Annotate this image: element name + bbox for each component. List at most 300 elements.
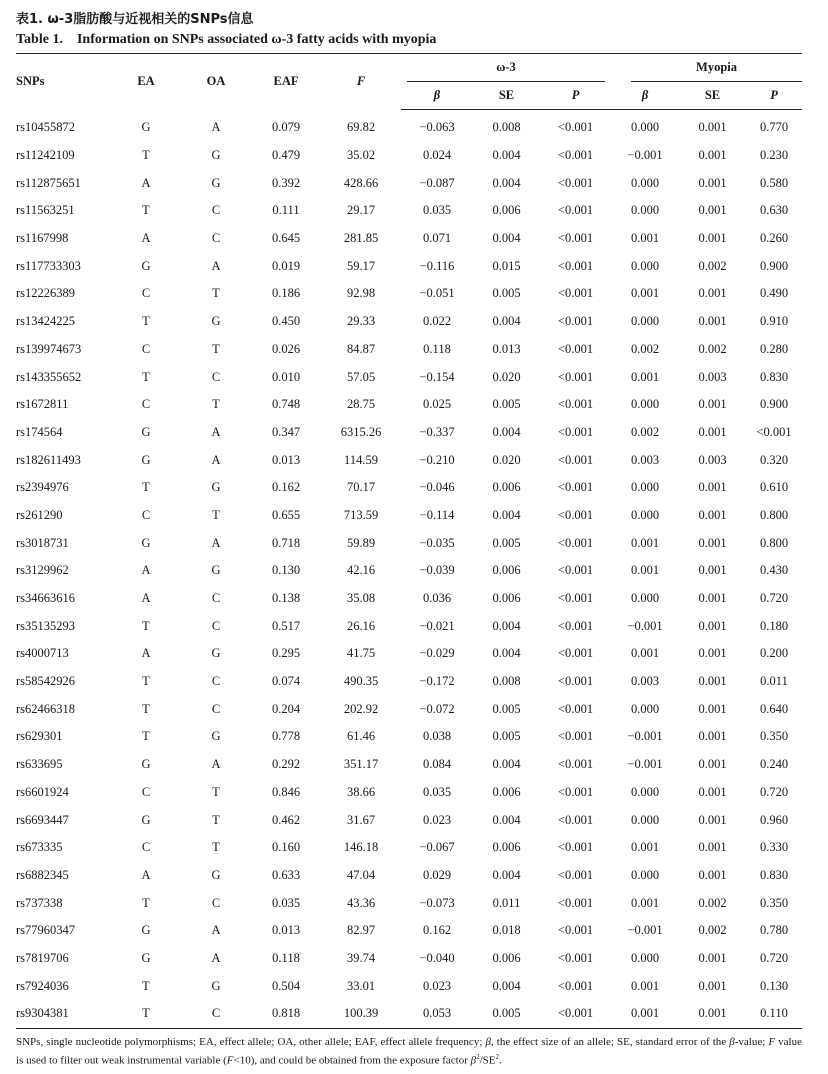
- cell-eaf: 0.645: [271, 231, 301, 246]
- cell-snp-id: rs11563251: [16, 203, 75, 218]
- table-row: [16, 169, 802, 197]
- cell-omega3-se: 0.004: [492, 507, 521, 522]
- header-se-myopia: SE: [679, 82, 746, 110]
- cell-f-value: 146.18: [343, 840, 379, 855]
- cell-omega3-p: <0.001: [557, 369, 594, 384]
- cell-f-value: 713.59: [343, 507, 379, 522]
- cell-omega3-se: 0.005: [492, 1006, 521, 1021]
- cell-myopia-p: 0.280: [759, 341, 789, 356]
- table-footnote: SNPs, single nucleotide polymorphisms; EA, effect allele; OA, other allele; EAF, effect allele frequency; β, the effect size of an allele; SE, standard error of the β-value; F value is used to filter out weak instrumental variable (F<10), and could be obtained from the exposure factor $\beta^2/SE^2$.: [16, 1035, 802, 1067]
- table-row: [16, 862, 802, 890]
- cell-myopia-beta: 0.000: [630, 950, 660, 965]
- cell-myopia-beta: 0.002: [630, 424, 660, 439]
- cell-effect-allele: T: [142, 895, 150, 910]
- cell-f-value: 351.17: [343, 757, 379, 772]
- cell-omega3-beta: 0.035: [422, 784, 452, 799]
- cell-effect-allele: A: [141, 175, 151, 190]
- cell-omega3-p: <0.001: [557, 535, 594, 550]
- cell-eaf: 0.295: [271, 646, 301, 661]
- cell-omega3-beta: −0.063: [419, 120, 455, 135]
- cell-myopia-se: 0.001: [698, 535, 727, 550]
- cell-myopia-se: 0.001: [698, 674, 727, 689]
- cell-snp-id: rs3129962: [16, 563, 69, 578]
- cell-other-allele: C: [211, 369, 221, 384]
- cell-omega3-p: <0.001: [557, 424, 594, 439]
- cell-omega3-p: <0.001: [557, 231, 594, 246]
- cell-myopia-p: 0.630: [759, 203, 789, 218]
- cell-other-allele: C: [211, 895, 221, 910]
- table-caption-english: [16, 30, 802, 50]
- cell-effect-allele: G: [141, 258, 151, 273]
- table-row: [16, 945, 802, 973]
- table-row: [16, 834, 802, 862]
- cell-myopia-se: 0.002: [698, 341, 727, 356]
- cell-effect-allele: A: [141, 646, 151, 661]
- cell-snp-id: rs77960347: [16, 923, 76, 938]
- cell-myopia-p: 0.720: [759, 591, 789, 606]
- cell-myopia-se: 0.001: [698, 812, 727, 827]
- cell-myopia-se: 0.001: [698, 314, 727, 329]
- cell-omega3-se: 0.006: [492, 784, 521, 799]
- cell-f-value: 84.87: [346, 341, 376, 356]
- cell-snp-id: rs35135293: [16, 618, 76, 633]
- cell-effect-allele: C: [141, 286, 151, 301]
- cell-omega3-beta: 0.035: [422, 203, 452, 218]
- cell-omega3-beta: −0.040: [419, 950, 455, 965]
- cell-omega3-p: <0.001: [557, 840, 594, 855]
- cell-eaf: 0.718: [271, 535, 301, 550]
- cell-omega3-beta: 0.071: [422, 231, 452, 246]
- table-row: [16, 446, 802, 474]
- header-ea: EA: [137, 74, 155, 89]
- cell-effect-allele: A: [141, 591, 151, 606]
- cell-effect-allele: T: [142, 480, 150, 495]
- cell-myopia-p: 0.240: [759, 757, 789, 772]
- cell-omega3-se: 0.004: [492, 424, 521, 439]
- cell-eaf: 0.450: [271, 314, 301, 329]
- cell-omega3-beta: 0.029: [422, 867, 452, 882]
- cell-other-allele: T: [212, 812, 220, 827]
- table-row: [16, 391, 802, 419]
- cell-f-value: 61.46: [346, 729, 376, 744]
- table-row: [16, 695, 802, 723]
- header-group-myopia: Myopia: [611, 54, 802, 83]
- cell-omega3-se: 0.011: [492, 895, 521, 910]
- cell-myopia-p: 0.350: [759, 895, 789, 910]
- cell-omega3-p: <0.001: [557, 286, 594, 301]
- table-label: Table 1.: [16, 32, 63, 47]
- cell-f-value: 26.16: [346, 618, 376, 633]
- table-row: [16, 668, 802, 696]
- cell-snp-id: rs2394976: [16, 480, 69, 495]
- cell-snp-id: rs261290: [16, 507, 63, 522]
- cell-omega3-se: 0.006: [492, 950, 521, 965]
- cell-other-allele: A: [211, 120, 221, 135]
- cell-omega3-beta: −0.114: [419, 507, 455, 522]
- cell-omega3-p: <0.001: [557, 757, 594, 772]
- cell-snp-id: rs3018731: [16, 535, 69, 550]
- cell-omega3-beta: 0.023: [422, 812, 452, 827]
- cell-omega3-beta: −0.046: [419, 480, 455, 495]
- cell-omega3-p: <0.001: [557, 895, 594, 910]
- cell-eaf: 0.010: [271, 369, 301, 384]
- table-row: [16, 502, 802, 530]
- cell-eaf: 0.517: [271, 618, 301, 633]
- cell-omega3-se: 0.004: [492, 231, 521, 246]
- cell-myopia-p: 0.580: [759, 175, 789, 190]
- cell-myopia-se: 0.001: [698, 591, 727, 606]
- cell-omega3-p: <0.001: [557, 507, 594, 522]
- cell-myopia-p: 0.320: [759, 452, 789, 467]
- cell-snp-id: rs174564: [16, 424, 63, 439]
- cell-omega3-beta: −0.172: [419, 674, 455, 689]
- cell-f-value: 29.33: [346, 314, 376, 329]
- cell-myopia-se: 0.003: [698, 452, 727, 467]
- cell-myopia-beta: 0.000: [630, 175, 660, 190]
- cell-myopia-se: 0.002: [698, 923, 727, 938]
- table-row: [16, 225, 802, 253]
- cell-omega3-p: <0.001: [557, 148, 594, 163]
- header-snps: SNPs: [16, 74, 45, 89]
- cell-snp-id: rs1672811: [16, 397, 69, 412]
- cell-omega3-p: <0.001: [557, 729, 594, 744]
- table-row: [16, 142, 802, 170]
- cell-omega3-p: <0.001: [557, 701, 594, 716]
- cell-omega3-se: 0.015: [492, 258, 521, 273]
- cell-omega3-p: <0.001: [557, 175, 594, 190]
- cell-myopia-se: 0.001: [698, 424, 727, 439]
- cell-snp-id: rs633695: [16, 757, 63, 772]
- table-row: [16, 640, 802, 668]
- cell-myopia-beta: 0.003: [630, 674, 660, 689]
- cell-eaf: 0.204: [271, 701, 301, 716]
- cell-other-allele: G: [211, 480, 221, 495]
- cell-snp-id: rs13424225: [16, 314, 76, 329]
- cell-myopia-se: 0.001: [698, 175, 727, 190]
- cell-myopia-p: 0.011: [760, 674, 788, 689]
- cell-myopia-p: 0.910: [759, 314, 789, 329]
- cell-snp-id: rs10455872: [16, 120, 76, 135]
- cell-effect-allele: C: [141, 840, 151, 855]
- cell-omega3-se: 0.005: [492, 397, 521, 412]
- cell-myopia-p: 0.610: [759, 480, 789, 495]
- cell-omega3-beta: 0.162: [422, 923, 452, 938]
- table-row: [16, 363, 802, 391]
- cell-myopia-p: 0.110: [760, 1006, 788, 1021]
- cell-myopia-p: 0.830: [759, 867, 789, 882]
- table-caption-chinese: 表1. ω-3脂肪酸与近视相关的SNPs信息: [16, 12, 254, 27]
- cell-myopia-beta: 0.000: [630, 784, 660, 799]
- table-row: [16, 751, 802, 779]
- cell-eaf: 0.019: [271, 258, 301, 273]
- cell-myopia-p: 0.800: [759, 535, 789, 550]
- cell-f-value: 59.17: [346, 258, 376, 273]
- cell-eaf: 0.479: [271, 148, 301, 163]
- table-row: [16, 419, 802, 447]
- cell-omega3-p: <0.001: [557, 452, 594, 467]
- cell-myopia-beta: 0.001: [630, 535, 660, 550]
- cell-omega3-p: <0.001: [557, 812, 594, 827]
- cell-effect-allele: A: [141, 563, 151, 578]
- cell-omega3-beta: 0.025: [422, 397, 452, 412]
- cell-omega3-se: 0.005: [492, 729, 521, 744]
- cell-myopia-beta: 0.001: [630, 1006, 660, 1021]
- cell-omega3-p: <0.001: [557, 258, 594, 273]
- cell-f-value: 82.97: [346, 923, 376, 938]
- cell-f-value: 69.82: [346, 120, 376, 135]
- cell-eaf: 0.818: [271, 1006, 301, 1021]
- cell-myopia-p: 0.800: [759, 507, 789, 522]
- cell-snp-id: rs6693447: [16, 812, 69, 827]
- cell-myopia-beta: 0.000: [630, 867, 660, 882]
- cell-myopia-se: 0.001: [698, 950, 727, 965]
- cell-other-allele: C: [211, 231, 221, 246]
- table-body: [16, 110, 802, 1029]
- table-row: [16, 474, 802, 502]
- cell-myopia-beta: 0.001: [630, 840, 660, 855]
- cell-effect-allele: C: [141, 341, 151, 356]
- cell-omega3-se: 0.004: [492, 978, 521, 993]
- cell-myopia-beta: 0.001: [630, 563, 660, 578]
- cell-myopia-beta: 0.000: [630, 314, 660, 329]
- cell-snp-id: rs9304381: [16, 1006, 69, 1021]
- cell-omega3-p: <0.001: [557, 314, 594, 329]
- cell-myopia-p: 0.330: [759, 840, 789, 855]
- cell-eaf: 0.111: [272, 203, 300, 218]
- cell-omega3-p: <0.001: [557, 203, 594, 218]
- cell-myopia-se: 0.001: [698, 286, 727, 301]
- cell-omega3-se: 0.006: [492, 840, 521, 855]
- cell-myopia-se: 0.001: [698, 840, 727, 855]
- cell-f-value: 41.75: [346, 646, 376, 661]
- cell-omega3-se: 0.004: [492, 757, 521, 772]
- cell-snp-id: rs7819706: [16, 950, 69, 965]
- header-p-omega3: P: [540, 82, 611, 110]
- cell-other-allele: A: [211, 452, 221, 467]
- cell-omega3-beta: 0.084: [422, 757, 452, 772]
- cell-other-allele: T: [212, 840, 220, 855]
- table-row: [16, 252, 802, 280]
- cell-omega3-se: 0.006: [492, 591, 521, 606]
- cell-eaf: 0.013: [271, 923, 301, 938]
- cell-other-allele: G: [211, 646, 221, 661]
- cell-f-value: 281.85: [343, 231, 379, 246]
- header-oa: OA: [206, 74, 226, 89]
- cell-snp-id: rs34663616: [16, 591, 76, 606]
- cell-myopia-beta: 0.000: [630, 120, 660, 135]
- cell-omega3-se: 0.005: [492, 535, 521, 550]
- cell-omega3-se: 0.004: [492, 175, 521, 190]
- cell-eaf: 0.292: [271, 757, 301, 772]
- cell-other-allele: A: [211, 950, 221, 965]
- cell-eaf: 0.013: [271, 452, 301, 467]
- cell-myopia-p: 0.130: [759, 978, 789, 993]
- cell-omega3-beta: 0.036: [422, 591, 452, 606]
- cell-effect-allele: G: [141, 452, 151, 467]
- cell-myopia-se: 0.002: [698, 258, 727, 273]
- cell-other-allele: T: [212, 286, 220, 301]
- cell-myopia-beta: −0.001: [627, 757, 663, 772]
- cell-snp-id: rs112875651: [16, 175, 81, 190]
- cell-myopia-se: 0.001: [698, 231, 727, 246]
- cell-eaf: 0.504: [271, 978, 301, 993]
- cell-myopia-p: 0.900: [759, 258, 789, 273]
- cell-f-value: 428.66: [343, 175, 379, 190]
- cell-eaf: 0.655: [271, 507, 301, 522]
- cell-other-allele: T: [212, 784, 220, 799]
- cell-myopia-p: 0.720: [759, 784, 789, 799]
- cell-myopia-beta: 0.001: [630, 369, 660, 384]
- cell-omega3-p: <0.001: [557, 923, 594, 938]
- table-row: [16, 806, 802, 834]
- cell-omega3-p: <0.001: [557, 646, 594, 661]
- cell-snp-id: rs6601924: [16, 784, 69, 799]
- cell-myopia-se: 0.001: [698, 757, 727, 772]
- cell-myopia-se: 0.002: [698, 895, 727, 910]
- cell-other-allele: G: [211, 314, 221, 329]
- cell-effect-allele: C: [141, 397, 151, 412]
- cell-myopia-beta: 0.002: [630, 341, 660, 356]
- cell-omega3-se: 0.004: [492, 867, 521, 882]
- cell-snp-id: rs62466318: [16, 701, 76, 716]
- cell-effect-allele: T: [142, 314, 150, 329]
- cell-f-value: 100.39: [343, 1006, 379, 1021]
- table-row: [16, 529, 802, 557]
- cell-other-allele: A: [211, 258, 221, 273]
- cell-f-value: 490.35: [343, 674, 379, 689]
- cell-myopia-se: 0.001: [698, 646, 727, 661]
- cell-omega3-beta: 0.038: [422, 729, 452, 744]
- cell-myopia-beta: 0.000: [630, 591, 660, 606]
- cell-f-value: 92.98: [346, 286, 376, 301]
- cell-omega3-se: 0.004: [492, 314, 521, 329]
- cell-myopia-beta: 0.000: [630, 701, 660, 716]
- cell-effect-allele: G: [141, 950, 151, 965]
- cell-other-allele: A: [211, 757, 221, 772]
- cell-myopia-beta: 0.001: [630, 895, 660, 910]
- cell-eaf: 0.347: [271, 424, 301, 439]
- cell-snp-id: rs143355652: [16, 369, 82, 384]
- cell-omega3-beta: 0.024: [422, 148, 452, 163]
- cell-eaf: 0.162: [271, 480, 301, 495]
- cell-myopia-beta: 0.000: [630, 507, 660, 522]
- cell-myopia-beta: 0.001: [630, 646, 660, 661]
- cell-effect-allele: T: [142, 1006, 150, 1021]
- cell-myopia-p: 0.640: [759, 701, 789, 716]
- header-row-1: [16, 54, 802, 83]
- cell-omega3-p: <0.001: [557, 978, 594, 993]
- cell-eaf: 0.462: [271, 812, 301, 827]
- cell-myopia-p: 0.720: [759, 950, 789, 965]
- cell-myopia-beta: −0.001: [627, 148, 663, 163]
- header-se-omega3: SE: [473, 82, 540, 110]
- cell-snp-id: rs11242109: [16, 148, 75, 163]
- cell-omega3-beta: 0.022: [422, 314, 452, 329]
- cell-effect-allele: T: [142, 978, 150, 993]
- cell-myopia-p: 0.780: [759, 923, 789, 938]
- cell-other-allele: G: [211, 175, 221, 190]
- cell-f-value: 38.66: [346, 784, 376, 799]
- cell-effect-allele: G: [141, 923, 151, 938]
- cell-omega3-se: 0.005: [492, 701, 521, 716]
- table-row: [16, 917, 802, 945]
- cell-snp-id: rs12226389: [16, 286, 76, 301]
- cell-omega3-se: 0.004: [492, 618, 521, 633]
- cell-omega3-se: 0.004: [492, 646, 521, 661]
- cell-myopia-p: <0.001: [756, 424, 792, 439]
- cell-omega3-beta: −0.067: [419, 840, 455, 855]
- cell-other-allele: C: [211, 203, 221, 218]
- cell-eaf: 0.748: [271, 397, 301, 412]
- cell-myopia-beta: 0.000: [630, 258, 660, 273]
- cell-f-value: 70.17: [346, 480, 376, 495]
- cell-myopia-se: 0.001: [698, 203, 727, 218]
- cell-effect-allele: C: [141, 784, 151, 799]
- header-eaf: EAF: [273, 74, 299, 89]
- cell-omega3-se: 0.020: [492, 452, 521, 467]
- cell-eaf: 0.035: [271, 895, 301, 910]
- header-beta-omega3: β: [401, 82, 473, 110]
- cell-effect-allele: G: [141, 120, 151, 135]
- table-row: [16, 723, 802, 751]
- cell-myopia-se: 0.001: [698, 148, 727, 163]
- cell-other-allele: G: [211, 563, 221, 578]
- cell-omega3-se: 0.005: [492, 286, 521, 301]
- cell-effect-allele: T: [142, 701, 150, 716]
- table-row: [16, 110, 802, 142]
- cell-myopia-se: 0.001: [698, 480, 727, 495]
- cell-effect-allele: T: [142, 729, 150, 744]
- cell-myopia-p: 0.260: [759, 231, 789, 246]
- cell-other-allele: C: [211, 674, 221, 689]
- cell-omega3-beta: −0.039: [419, 563, 455, 578]
- cell-omega3-beta: −0.154: [419, 369, 455, 384]
- cell-f-value: 39.74: [346, 950, 376, 965]
- cell-eaf: 0.118: [272, 950, 300, 965]
- cell-effect-allele: G: [141, 757, 151, 772]
- cell-other-allele: G: [211, 867, 221, 882]
- cell-omega3-p: <0.001: [557, 397, 594, 412]
- cell-eaf: 0.160: [271, 840, 301, 855]
- cell-myopia-p: 0.230: [759, 148, 789, 163]
- table-title: Information on SNPs associated ω-3 fatty acids with myopia: [76, 32, 437, 47]
- cell-myopia-se: 0.001: [698, 784, 727, 799]
- cell-omega3-beta: −0.337: [419, 424, 455, 439]
- cell-f-value: 59.89: [346, 535, 376, 550]
- snp-table: [16, 53, 802, 1029]
- cell-myopia-beta: −0.001: [627, 923, 663, 938]
- cell-effect-allele: A: [141, 231, 151, 246]
- cell-omega3-beta: 0.053: [422, 1006, 452, 1021]
- table-row: [16, 336, 802, 364]
- cell-f-value: 35.02: [346, 148, 376, 163]
- cell-other-allele: C: [211, 1006, 221, 1021]
- cell-snp-id: rs117733303: [16, 258, 81, 273]
- cell-f-value: 57.05: [346, 369, 376, 384]
- cell-myopia-beta: 0.000: [630, 480, 660, 495]
- cell-eaf: 0.633: [271, 867, 301, 882]
- cell-f-value: 29.17: [346, 203, 376, 218]
- cell-myopia-se: 0.001: [698, 397, 727, 412]
- cell-f-value: 6315.26: [340, 424, 382, 439]
- cell-myopia-se: 0.001: [698, 701, 727, 716]
- cell-omega3-se: 0.006: [492, 563, 521, 578]
- table-row: [16, 972, 802, 1000]
- table-row: [16, 889, 802, 917]
- cell-f-value: 33.01: [346, 978, 376, 993]
- cell-myopia-p: 0.350: [759, 729, 789, 744]
- cell-myopia-beta: 0.000: [630, 812, 660, 827]
